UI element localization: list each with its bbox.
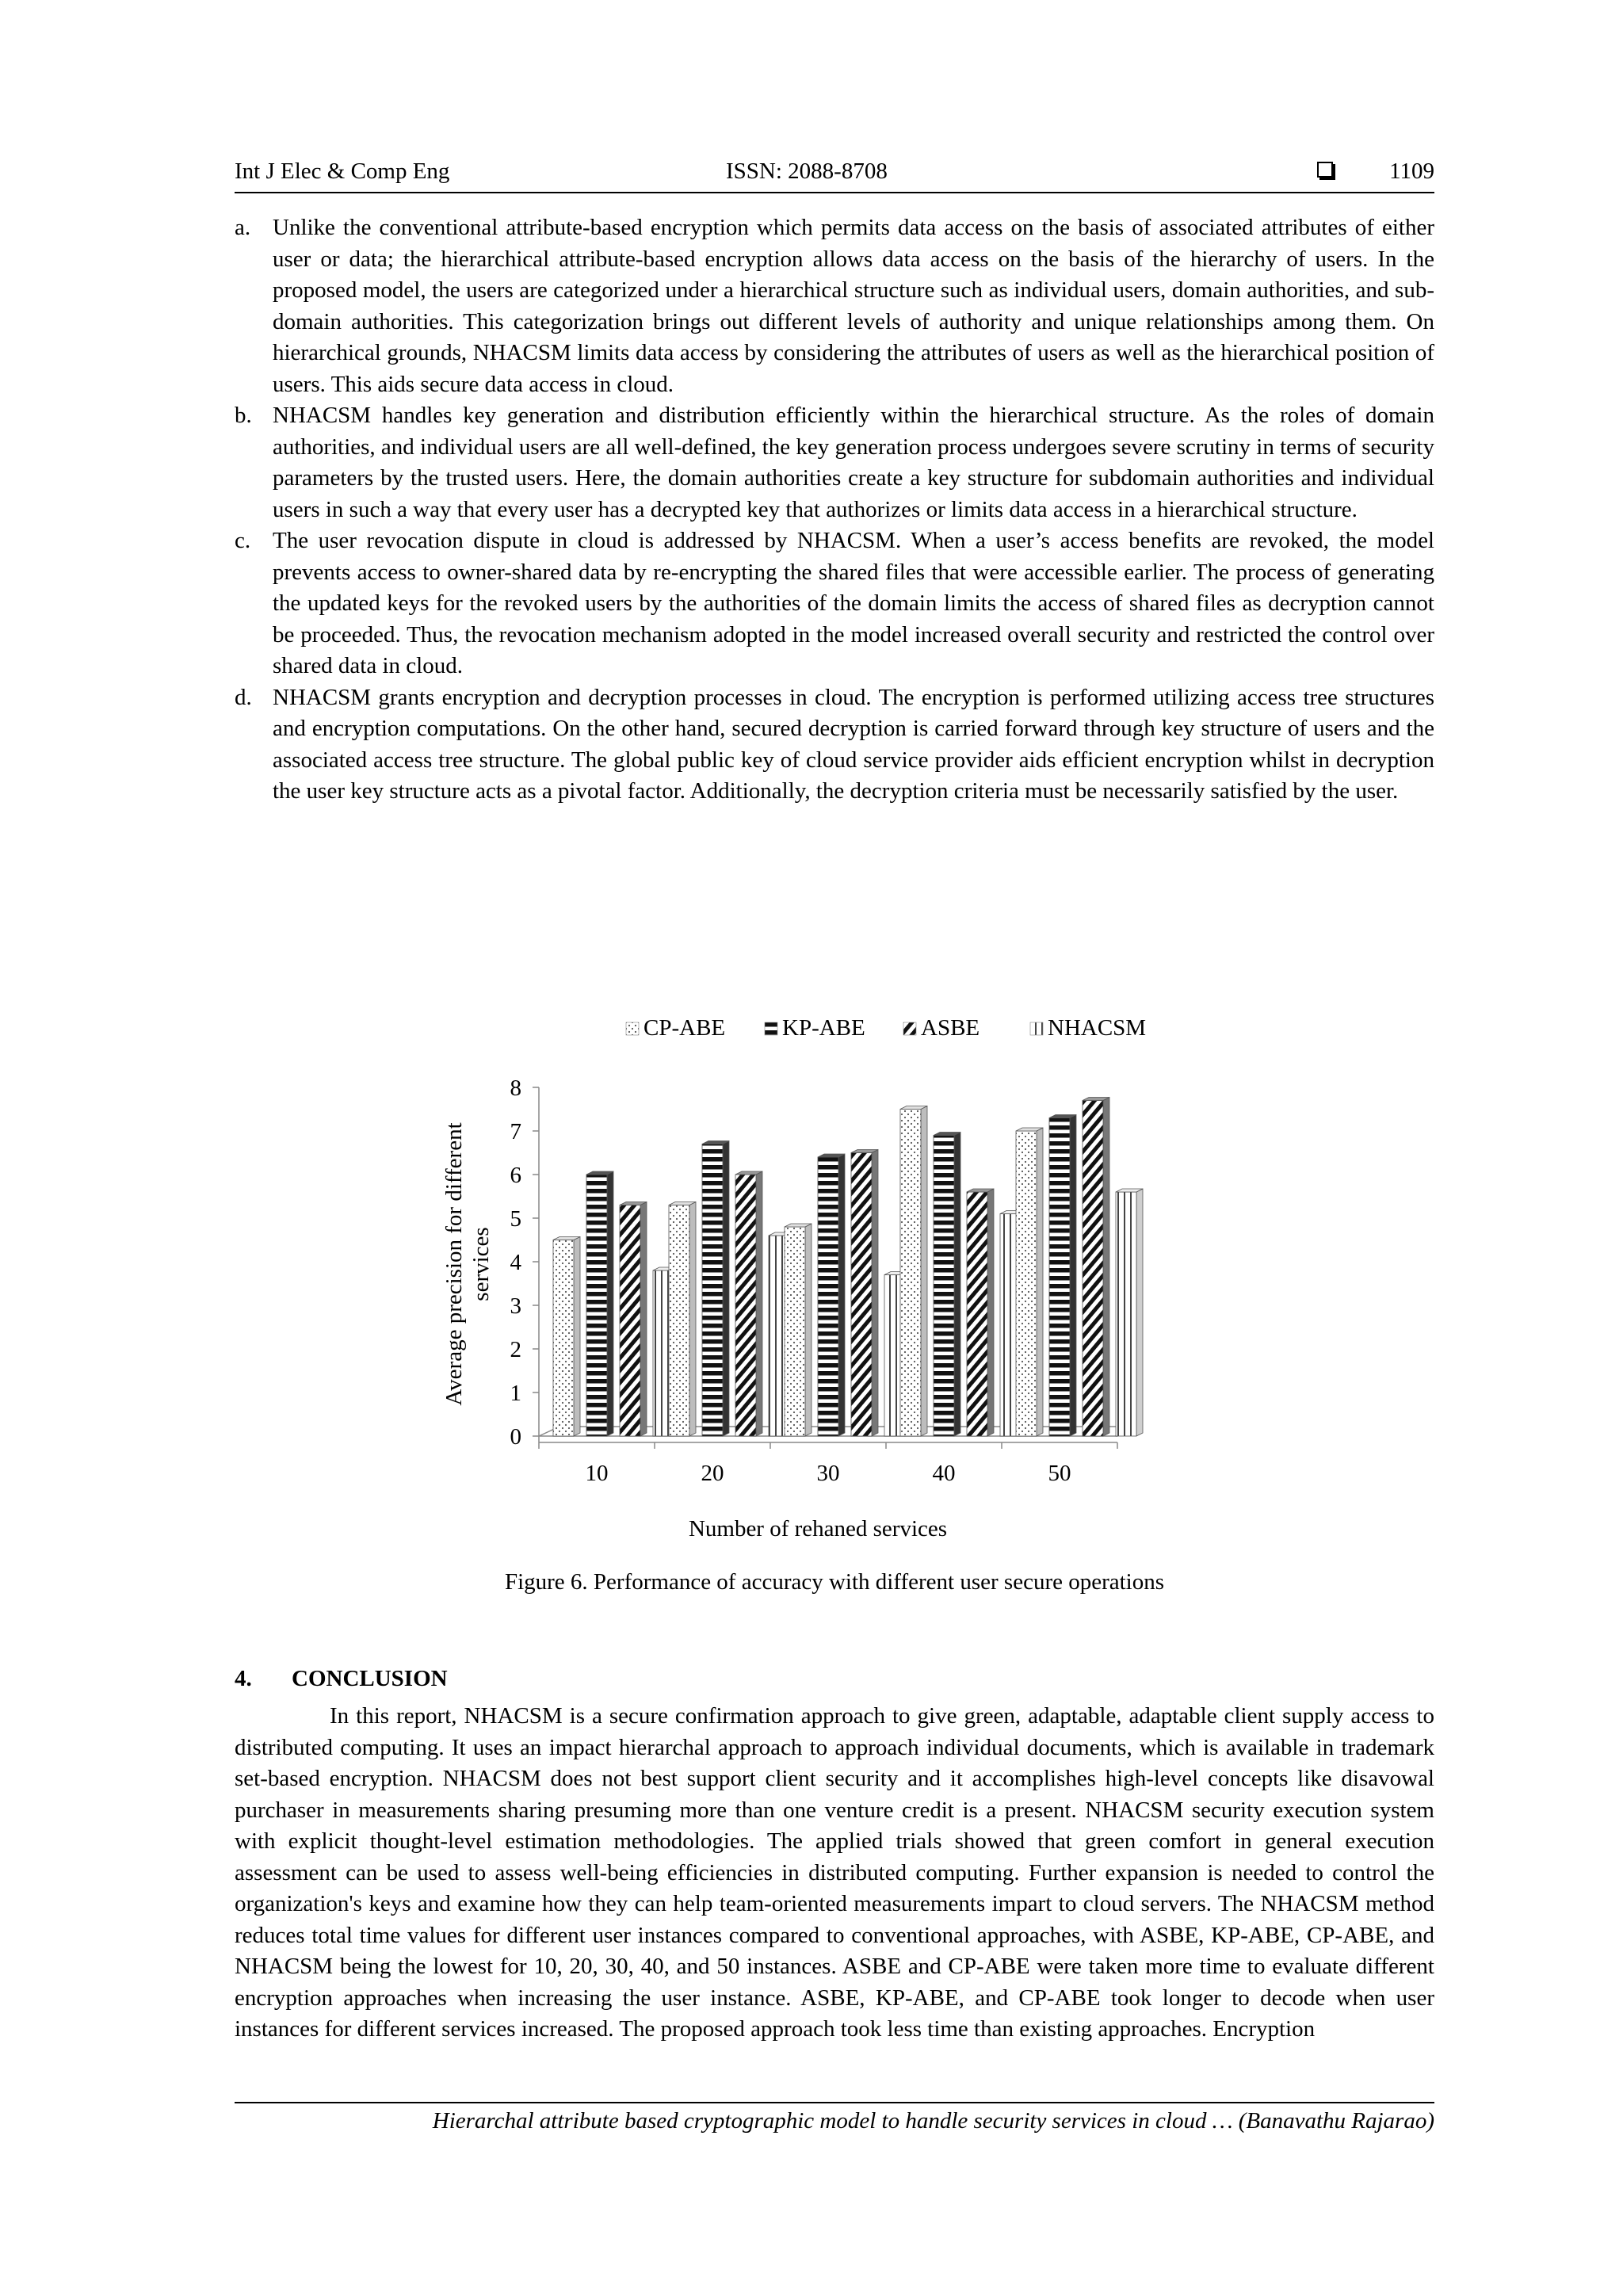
bar-front [586,1175,607,1436]
list-item [235,212,1434,400]
list-marker: b. [235,403,252,428]
bar-front [934,1136,954,1437]
y-tick-label: 5 [510,1206,521,1232]
bar-side [1070,1115,1076,1437]
square-bullet-icon [1317,162,1333,178]
conclusion-paragraph: In this report, NHACSM is a secure confirmation approach to give green, adaptable, adaptable client supply access to distributed computing. It uses an impact hierarchal approach to approach individual documents, which is available in trademark set-based encryption. NHACSM does not best support client security and it accomplishes high-level concepts like disavowal purchaser in measurements sharing presuming more than one venture credit is a present. NHACSM security execution system with explicit thought-level estimation methodologies. The applied trials showed that green comfort in general execution assessment can be used to assess well-being efficiencies in distributed computing. Further expansion is needed to control the organization's keys and examine how they can help team-oriented measurements impart to cloud servers. The NHACSM method reduces total time values for different user instances compared to conventional approaches, with ASBE, KP-ABE, CP-ABE, and NHACSM being the lowest for 10, 20, 30, 40, and 50 instances. ASBE and CP-ABE were taken more time to evaluate different encryption approaches when increasing the user instance. ASBE, KP-ABE, and CP-ABE took longer to decode when user instances for different services increased. The proposed approach took less time than existing approaches. Encryption [235,1703,1434,2042]
chart-legend [626,1015,1146,1041]
bar-cp-abe-40 [900,1106,927,1437]
y-tick-label: 0 [510,1424,521,1450]
bar-front [669,1205,689,1437]
bar-chart [412,999,1268,1569]
list-item-text: The user revocation dispute in cloud is addressed by NHACSM. When a user’s access benefits are revoked, the model prevents access to owner-shared data by re-encrypting the shared files that were accessible earlier. The process of generating the updated keys for the revoked users by the authorities of the domain limits the access of shared files as decryption cannot be proceeded. Thus, the revocation mechanism adopted in the model increased overall security and restricted the control over shared data in cloud. [273,528,1434,678]
bar-front [1116,1192,1136,1436]
section-number: 4. [235,1666,252,1691]
bar-cp-abe-20 [669,1202,696,1437]
y-tick-label: 2 [510,1337,521,1362]
legend-label-nhacsm: NHACSM [1048,1015,1147,1041]
list-item-text: Unlike the conventional attribute-based encryption which permits data access on the basis of associated attributes of either user or data; the hierarchical attribute-based encryption allows data access on the basis of the hierarchy of users. In the proposed model, the users are categorized under a hierarchical structure such as individual users, domain authorities, and sub-domain authorities. This categorization brings out different levels of authority and unique relationships among them. On hierarchical grounds, NHACSM limits data access by considering the attributes of users as well as the hierarchical position of users. This aids secure data access in cloud. [273,215,1434,397]
y-axis-label: Average precision for differentservices [441,1122,494,1406]
x-tick-label: 40 [932,1461,956,1486]
list-marker: d. [235,684,252,710]
bar-side [838,1154,845,1436]
bar-asbe-20 [735,1171,762,1436]
bar-front [702,1144,723,1437]
list-item [235,682,1434,808]
bar-front [735,1175,756,1436]
figure-6-chart [412,999,1268,1569]
legend-label-asbe: ASBE [921,1015,980,1041]
x-tick-label: 10 [585,1461,609,1486]
legend-swatch-kp-abe [765,1022,777,1035]
bar-side [987,1189,994,1436]
bar-nhacsm-50 [1116,1189,1143,1436]
list-item-text: NHACSM handles key generation and distribution efficiently within the hierarchical structure. As the roles of domain authorities, and individual users are all well-defined, the key generation process undergoes severe scrutiny in terms of security parameters by the trusted users. Here, the domain authorities create a key structure for subdomain authorities and individual users in such a way that every user has a decrypted key that authorizes or limits data access in a hierarchical structure. [273,403,1434,522]
bar-cp-abe-10 [553,1237,580,1437]
bar-side [954,1133,960,1437]
bar-front [900,1110,921,1437]
bar-front [967,1192,987,1436]
bar-side [1136,1189,1143,1436]
bar-kp-abe-40 [934,1133,960,1437]
legend-swatch-nhacsm [1030,1022,1043,1035]
section-title: CONCLUSION [292,1666,448,1691]
x-axis-label: Number of rehaned services [688,1516,948,1541]
bar-front [553,1240,574,1437]
bar-asbe-10 [620,1202,647,1437]
y-tick-label: 1 [510,1381,521,1406]
x-tick-label: 20 [701,1461,724,1486]
running-header [235,155,1434,193]
bar-kp-abe-10 [586,1171,613,1436]
list-marker: a. [235,215,251,240]
list-marker: c. [235,528,251,553]
section-heading [235,1666,448,1692]
bar-side [640,1202,647,1437]
bar-kp-abe-20 [702,1141,729,1437]
running-footer: Hierarchal attribute based cryptographic model to handle security services in cloud … (Banavathu Rajarao) [235,2102,1434,2134]
bar-front [1049,1118,1070,1437]
legend-swatch-cp-abe [626,1022,639,1035]
legend-swatch-asbe [903,1022,916,1035]
y-tick-label: 6 [510,1163,521,1188]
journal-name: Int J Elec & Comp Eng [235,159,450,184]
legend-label-cp-abe: CP-ABE [643,1015,726,1041]
chart-bars [553,1098,1143,1437]
bar-cp-abe-30 [785,1224,812,1436]
y-tick-label: 4 [510,1250,521,1275]
bar-kp-abe-30 [818,1154,845,1436]
bar-side [1037,1128,1043,1436]
bar-side [1103,1098,1109,1437]
bar-asbe-40 [967,1189,994,1436]
y-tick-label: 3 [510,1293,521,1319]
bar-cp-abe-50 [1016,1128,1043,1436]
bar-side [805,1224,812,1436]
bar-side [689,1202,696,1437]
bar-asbe-30 [851,1150,878,1437]
bar-kp-abe-50 [1049,1115,1076,1437]
bar-side [872,1150,878,1437]
feature-list [235,212,1434,808]
x-tick-label: 50 [1048,1461,1071,1486]
bar-side [607,1171,613,1436]
bar-side [723,1141,729,1437]
bar-front [620,1205,640,1437]
y-tick-label: 7 [510,1119,521,1144]
issn: ISSN: 2088-8708 [726,159,888,184]
list-item [235,400,1434,525]
y-tick-label: 8 [510,1075,521,1101]
bar-side [756,1171,762,1436]
list-item-text: NHACSM grants encryption and decryption processes in cloud. The encryption is performed utilizing access tree structures and encryption computations. On the other hand, secured decryption is carried forward through key structure of users and the associated access tree structure. The global public key of cloud service provider aids efficient encryption whilst in decryption the user key structure acts as a pivotal factor. Additionally, the decryption criteria must be necessarily satisfied by the user. [273,684,1434,804]
figure-caption: Figure 6. Performance of accuracy with different user secure operations [504,1569,1165,1595]
bar-front [1016,1131,1037,1436]
bar-front [1083,1101,1103,1437]
bar-asbe-50 [1083,1098,1109,1437]
legend-label-kp-abe: KP-ABE [782,1015,865,1041]
bar-front [851,1153,872,1437]
list-item [235,525,1434,682]
bar-side [574,1237,580,1437]
bar-front [785,1227,805,1436]
bar-front [818,1157,838,1436]
bar-side [921,1106,927,1437]
x-tick-label: 30 [816,1461,840,1486]
page-number: 1109 [1389,159,1434,184]
